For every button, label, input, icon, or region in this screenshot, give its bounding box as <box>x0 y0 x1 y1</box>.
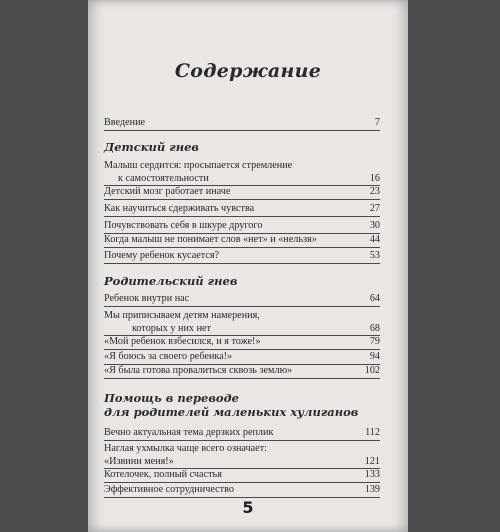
toc-entry-label: «Я была готова провалиться сквозь землю» <box>104 365 293 376</box>
toc-entry <box>104 350 380 365</box>
toc-entry-label: Почувствовать себя в шкуре другого <box>104 220 263 231</box>
toc-entry <box>104 185 380 200</box>
toc-entry <box>104 202 380 217</box>
toc-entry <box>104 468 380 483</box>
toc-entry-label: Ребенок внутри нас <box>104 293 190 304</box>
toc-entry-page: 7 <box>374 117 380 128</box>
toc-entry <box>104 335 380 350</box>
toc-entry-label: Мы приписываем детям намерения, <box>104 310 260 321</box>
section-heading-3: Помощь в переводе <box>104 391 239 405</box>
toc-entry-page: 27 <box>369 203 380 214</box>
book-page <box>88 0 408 532</box>
toc-entry <box>104 159 380 186</box>
section-heading-2: Родительский гнев <box>104 274 238 288</box>
toc-entry-page: 64 <box>369 293 380 304</box>
toc-entry <box>104 483 380 498</box>
toc-entry-page: 121 <box>364 456 380 467</box>
toc-entry-label: Малыш сердится: просыпается стремление <box>104 160 293 171</box>
toc-entry <box>104 233 380 248</box>
toc-entry <box>104 426 380 441</box>
section-heading-3-cont: для родителей маленьких хулиганов <box>104 405 359 419</box>
toc-entry-label: Наглая ухмылка чаще всего означает: <box>104 443 267 454</box>
toc-entry-label: Эффективное сотрудничество <box>104 484 234 495</box>
toc-entry-page: 112 <box>365 427 380 438</box>
toc-entry-label: Котелочек, полный счастья <box>104 469 222 480</box>
toc-entry-label: Детский мозг работает иначе <box>104 186 231 197</box>
toc-entry-page: 53 <box>369 250 380 261</box>
toc-entry <box>104 219 380 234</box>
toc-entry-page: 102 <box>364 365 380 376</box>
toc-entry-intro <box>104 116 380 131</box>
toc-entry-label: Вечно актуальная тема дерзких реплик <box>104 427 274 438</box>
toc-entry-page: 16 <box>369 173 380 184</box>
toc-entry-label: Почему ребенок кусается? <box>104 250 220 261</box>
toc-entry <box>104 442 380 469</box>
toc-entry <box>104 292 380 307</box>
toc-entry-page: 44 <box>369 234 380 245</box>
toc-entry-page: 68 <box>369 323 380 334</box>
page-title: Содержание <box>174 60 322 82</box>
page-number: 5 <box>242 498 254 517</box>
toc-entry-label: Как научиться сдерживать чувства <box>104 203 255 214</box>
toc-entry <box>104 364 380 379</box>
toc-entry <box>104 249 380 264</box>
section-heading-1: Детский гнев <box>104 140 199 154</box>
toc-entry-label: «Я боюсь за своего ребенка!» <box>104 351 233 362</box>
toc-entry-page: 30 <box>369 220 380 231</box>
toc-entry-label-cont: которых у них нет <box>132 323 211 334</box>
toc-entry-label: Введение <box>104 117 146 128</box>
toc-entry-page: 133 <box>364 469 380 480</box>
toc-entry-label-cont: к самостоятельности <box>118 173 209 184</box>
toc-entry-label: Когда малыш не понимает слов «нет» и «нельзя» <box>104 234 317 245</box>
toc-entry-page: 79 <box>369 336 380 347</box>
toc-entry-label: «Мой ребенок взбесился, и я тоже!» <box>104 336 261 347</box>
toc-entry-page: 139 <box>364 484 380 495</box>
toc-entry <box>104 309 380 336</box>
toc-entry-page: 23 <box>369 186 380 197</box>
toc-entry-label-cont: «Извини меня!» <box>104 456 174 467</box>
toc-entry-page: 94 <box>369 351 380 362</box>
